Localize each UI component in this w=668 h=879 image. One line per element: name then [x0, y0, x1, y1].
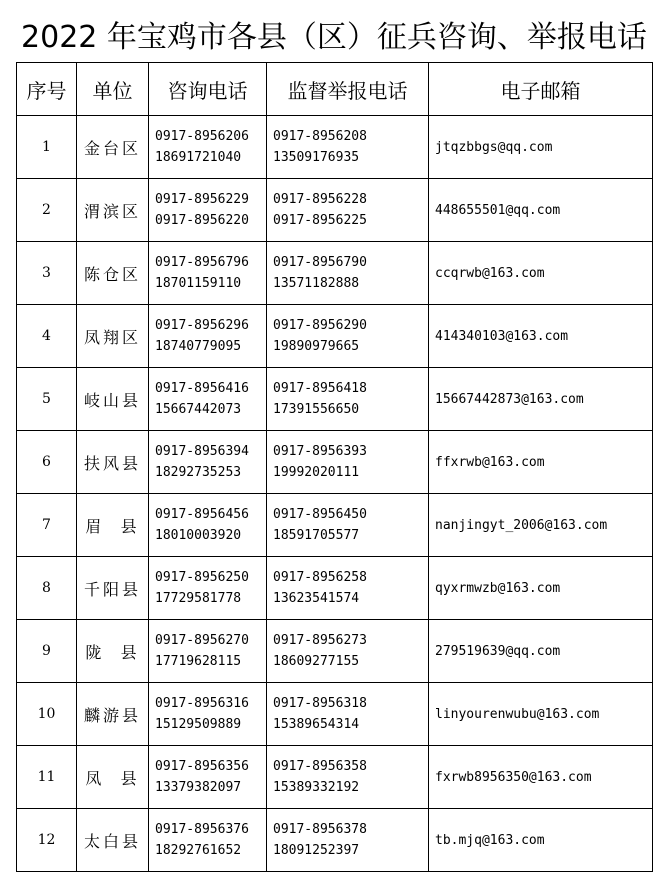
consult-phone: 0917-8956796	[155, 255, 249, 270]
consult-phone: 0917-8956356	[155, 759, 249, 774]
row-consult-phones	[149, 179, 267, 242]
report-phone: 0917-8956378	[273, 822, 367, 837]
row-consult-phones	[149, 683, 267, 746]
report-phone: 13571182888	[273, 276, 360, 291]
report-phone: 18091252397	[273, 843, 360, 858]
table-row	[17, 368, 653, 431]
row-index: 9	[17, 620, 77, 683]
consult-phone: 13379382097	[155, 780, 242, 795]
consult-phone: 0917-8956394	[155, 444, 249, 459]
page-title: 2022 年宝鸡市各县（区）征兵咨询、举报电话	[21, 20, 647, 55]
header-email: 电子邮箱	[429, 63, 653, 116]
row-unit: 太白县	[77, 809, 149, 872]
report-phone: 0917-8956228	[273, 192, 367, 207]
consult-phone: 17719628115	[155, 654, 242, 669]
report-phone: 0917-8956208	[273, 129, 367, 144]
report-phone: 13623541574	[273, 591, 360, 606]
report-phone: 0917-8956450	[273, 507, 367, 522]
row-email: fxrwb8956350@163.com	[429, 746, 653, 809]
header-consult-phone: 咨询电话	[149, 63, 267, 116]
consult-phone: 18740779095	[155, 339, 242, 354]
row-index: 10	[17, 683, 77, 746]
row-consult-phones	[149, 368, 267, 431]
consult-phone: 18691721040	[155, 150, 242, 165]
row-consult-phones	[149, 431, 267, 494]
row-index: 8	[17, 557, 77, 620]
row-unit: 千阳县	[77, 557, 149, 620]
row-consult-phones	[149, 557, 267, 620]
consult-phone: 0917-8956220	[155, 213, 249, 228]
report-phone: 15389654314	[273, 717, 360, 732]
report-phone: 13509176935	[273, 150, 360, 165]
consult-phone: 0917-8956456	[155, 507, 249, 522]
table-row	[17, 620, 653, 683]
report-phone: 0917-8956358	[273, 759, 367, 774]
header-unit: 单位	[77, 63, 149, 116]
row-index: 6	[17, 431, 77, 494]
row-email: 448655501@qq.com	[429, 179, 653, 242]
consult-phone: 15667442073	[155, 402, 242, 417]
row-email: linyourenwubu@163.com	[429, 683, 653, 746]
row-report-phones	[267, 242, 429, 305]
table-row	[17, 116, 653, 179]
table-row	[17, 746, 653, 809]
report-phone: 15389332192	[273, 780, 360, 795]
row-unit: 扶风县	[77, 431, 149, 494]
table-row	[17, 242, 653, 305]
contact-table	[16, 62, 653, 872]
row-index: 12	[17, 809, 77, 872]
table-header-row	[17, 63, 653, 116]
row-unit: 陇 县	[77, 620, 149, 683]
row-email: tb.mjq@163.com	[429, 809, 653, 872]
table-body	[17, 116, 653, 872]
report-phone: 18609277155	[273, 654, 360, 669]
report-phone: 19890979665	[273, 339, 360, 354]
row-unit: 渭滨区	[77, 179, 149, 242]
row-unit: 陈仓区	[77, 242, 149, 305]
row-index: 1	[17, 116, 77, 179]
report-phone: 17391556650	[273, 402, 360, 417]
row-index: 4	[17, 305, 77, 368]
consult-phone: 0917-8956316	[155, 696, 249, 711]
row-report-phones	[267, 620, 429, 683]
row-report-phones	[267, 305, 429, 368]
table-row	[17, 494, 653, 557]
row-index: 11	[17, 746, 77, 809]
row-email: 15667442873@163.com	[429, 368, 653, 431]
row-index: 5	[17, 368, 77, 431]
consult-phone: 18010003920	[155, 528, 242, 543]
row-consult-phones	[149, 242, 267, 305]
row-report-phones	[267, 431, 429, 494]
row-index: 3	[17, 242, 77, 305]
report-phone: 0917-8956393	[273, 444, 367, 459]
row-report-phones	[267, 494, 429, 557]
row-consult-phones	[149, 494, 267, 557]
row-email: 414340103@163.com	[429, 305, 653, 368]
row-unit: 凤翔区	[77, 305, 149, 368]
row-report-phones	[267, 116, 429, 179]
report-phone: 0917-8956290	[273, 318, 367, 333]
row-unit: 岐山县	[77, 368, 149, 431]
table-row	[17, 809, 653, 872]
consult-phone: 0917-8956250	[155, 570, 249, 585]
row-index: 7	[17, 494, 77, 557]
table-row	[17, 179, 653, 242]
row-index: 2	[17, 179, 77, 242]
row-report-phones	[267, 557, 429, 620]
report-phone: 0917-8956273	[273, 633, 367, 648]
table-row	[17, 683, 653, 746]
consult-phone: 0917-8956229	[155, 192, 249, 207]
row-email: qyxrmwzb@163.com	[429, 557, 653, 620]
consult-phone: 17729581778	[155, 591, 242, 606]
consult-phone: 18292761652	[155, 843, 242, 858]
consult-phone: 18292735253	[155, 465, 242, 480]
row-report-phones	[267, 368, 429, 431]
row-consult-phones	[149, 809, 267, 872]
report-phone: 0917-8956225	[273, 213, 367, 228]
row-unit: 凤 县	[77, 746, 149, 809]
header-index: 序号	[17, 63, 77, 116]
row-unit: 眉 县	[77, 494, 149, 557]
report-phone: 19992020111	[273, 465, 360, 480]
report-phone: 0917-8956318	[273, 696, 367, 711]
report-phone: 0917-8956418	[273, 381, 367, 396]
row-report-phones	[267, 809, 429, 872]
row-unit: 金台区	[77, 116, 149, 179]
row-email: jtqzbbgs@qq.com	[429, 116, 653, 179]
row-consult-phones	[149, 746, 267, 809]
row-consult-phones	[149, 116, 267, 179]
row-consult-phones	[149, 305, 267, 368]
report-phone: 0917-8956258	[273, 570, 367, 585]
row-email: 279519639@qq.com	[429, 620, 653, 683]
consult-phone: 0917-8956270	[155, 633, 249, 648]
row-email: nanjingyt_2006@163.com	[429, 494, 653, 557]
row-consult-phones	[149, 620, 267, 683]
report-phone: 18591705577	[273, 528, 360, 543]
consult-phone: 0917-8956206	[155, 129, 249, 144]
report-phone: 0917-8956790	[273, 255, 367, 270]
row-unit: 麟游县	[77, 683, 149, 746]
consult-phone: 15129509889	[155, 717, 242, 732]
row-report-phones	[267, 746, 429, 809]
header-report-phone: 监督举报电话	[267, 63, 429, 116]
consult-phone: 0917-8956416	[155, 381, 249, 396]
table-row	[17, 305, 653, 368]
table-row	[17, 431, 653, 494]
consult-phone: 0917-8956296	[155, 318, 249, 333]
row-email: ccqrwb@163.com	[429, 242, 653, 305]
row-email: ffxrwb@163.com	[429, 431, 653, 494]
consult-phone: 0917-8956376	[155, 822, 249, 837]
table-row	[17, 557, 653, 620]
consult-phone: 18701159110	[155, 276, 242, 291]
row-report-phones	[267, 179, 429, 242]
row-report-phones	[267, 683, 429, 746]
